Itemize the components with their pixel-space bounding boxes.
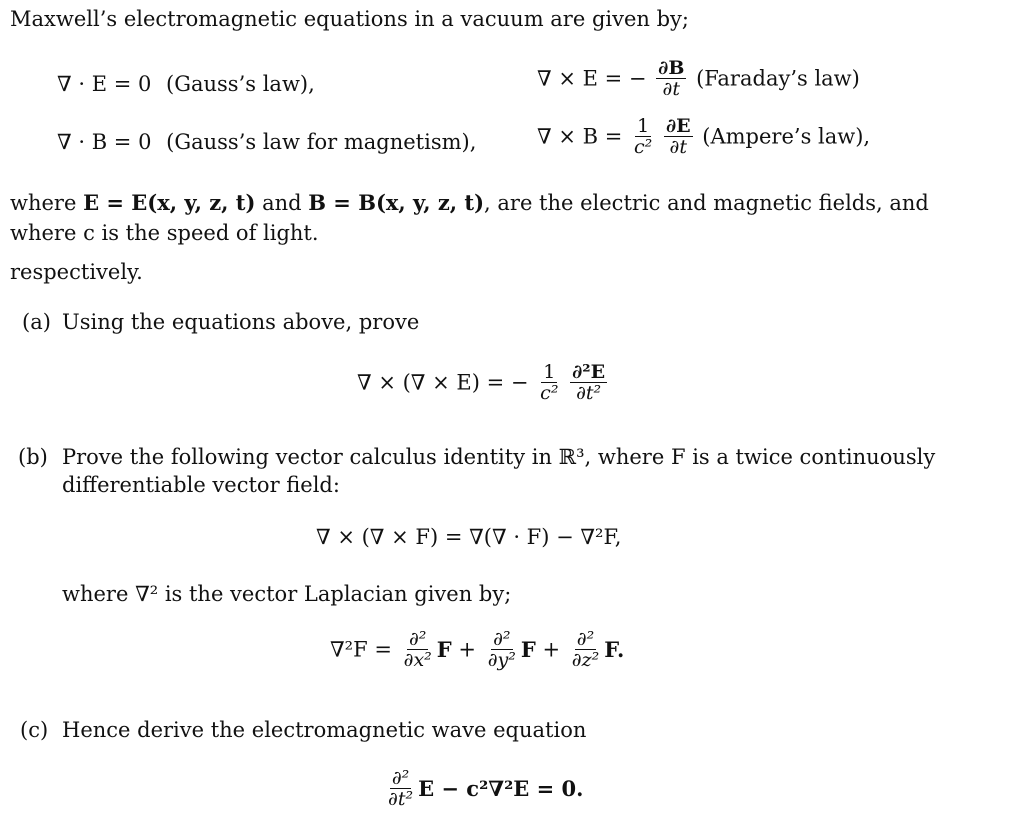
part-a-label: (a) (22, 310, 51, 334)
part-a-text: Using the equations above, prove (62, 310, 420, 334)
faraday-denominator: ∂t (662, 78, 681, 100)
laplacian-term-z: F. (604, 637, 625, 662)
part-a-denominator-1: c² (540, 382, 559, 404)
part-a-equation (357, 362, 610, 403)
part-a-numerator-1: 1 (543, 361, 556, 383)
part-c-text: Hence derive the electromagnetic wave equation (62, 718, 587, 742)
laplacian-term-x: F (436, 637, 452, 662)
gauss-law-label: (Gauss’s law), (166, 72, 315, 96)
part-c-label: (c) (20, 718, 49, 742)
gauss-magnetism-equation (57, 130, 476, 154)
part-a-fraction-2 (570, 362, 607, 403)
faraday-fraction (656, 58, 686, 99)
ampere-law-equation (537, 116, 870, 157)
laplacian-numerator-y: ∂² (493, 628, 511, 650)
part-a-denominator-2: ∂t² (576, 382, 602, 404)
wave-fraction (386, 768, 415, 809)
ampere-denominator-1: c² (634, 136, 653, 158)
laplacian-fraction-x (402, 629, 434, 670)
where-fields-line (10, 189, 929, 217)
part-a-lhs: ∇ × (∇ × E) = − (357, 370, 529, 395)
part-a-numerator-2: ∂²E (572, 361, 606, 383)
gauss-law-equation (57, 72, 315, 96)
laplacian-denominator-y: ∂y² (487, 649, 516, 671)
laplacian-fraction-y (486, 629, 518, 670)
respectively-line: respectively. (10, 260, 143, 284)
laplacian-term-y: F (520, 637, 536, 662)
curl-curl-identity: ∇ × (∇ × F) = ∇(∇ · F) − ∇²F, (316, 525, 622, 549)
laplacian-intro: where ∇² is the vector Laplacian given by; (62, 582, 512, 606)
ampere-denominator-2: ∂t (669, 136, 687, 158)
intro-text: Maxwell’s electromagnetic equations in a vacuum are given by; (10, 7, 689, 31)
part-b-text-1: Prove the following vector calculus identity in ℝ³, where F is a twice continuously (62, 445, 936, 469)
laplacian-fraction-z (570, 629, 601, 670)
laplacian-denominator-z: ∂z² (571, 649, 600, 671)
wave-equation (383, 768, 583, 809)
part-b-text-2: differentiable vector field: (62, 473, 340, 497)
wave-denominator: ∂t² (388, 788, 414, 810)
plus-sign-2: + (542, 637, 561, 662)
where-fields-tail: , are the electric and magnetic fields, and (484, 191, 929, 215)
gauss-magnetism-label: (Gauss’s law for magnetism), (166, 130, 477, 154)
and-word: and (255, 191, 309, 215)
wave-numerator: ∂² (391, 767, 410, 789)
faraday-law-equation (537, 58, 860, 99)
laplacian-denominator-x: ∂x² (403, 649, 432, 671)
laplacian-lhs: ∇²F = (330, 637, 392, 662)
laplacian-numerator-z: ∂² (576, 628, 595, 650)
ampere-numerator-1: 1 (637, 115, 650, 137)
laplacian-numerator-x: ∂² (408, 628, 427, 650)
ampere-fraction-1 (632, 116, 654, 157)
faraday-numerator: ∂B (658, 57, 685, 79)
gauss-law-formula: ∇ · E = 0 (57, 72, 152, 96)
electric-field-def: E = E(x, y, z, t) (83, 190, 256, 215)
faraday-lhs: ∇ × E = − (537, 66, 647, 91)
ampere-law-label: (Ampere’s law), (702, 124, 871, 149)
ampere-numerator-2: ∂E (665, 115, 691, 137)
gauss-magnetism-formula: ∇ · B = 0 (57, 130, 152, 154)
ampere-lhs: ∇ × B = (537, 124, 623, 149)
where-word: where (10, 191, 84, 215)
speed-of-light-line: where c is the speed of light. (10, 221, 319, 245)
laplacian-equation (330, 629, 624, 670)
plus-sign-1: + (458, 637, 477, 662)
wave-equation-rest: E − c²∇²E = 0. (418, 776, 584, 801)
part-a-fraction-1 (538, 362, 560, 403)
magnetic-field-def: B = B(x, y, z, t) (308, 190, 485, 215)
ampere-fraction-2 (664, 116, 693, 157)
faraday-law-label: (Faraday’s law) (696, 66, 860, 91)
part-b-label: (b) (18, 445, 48, 469)
